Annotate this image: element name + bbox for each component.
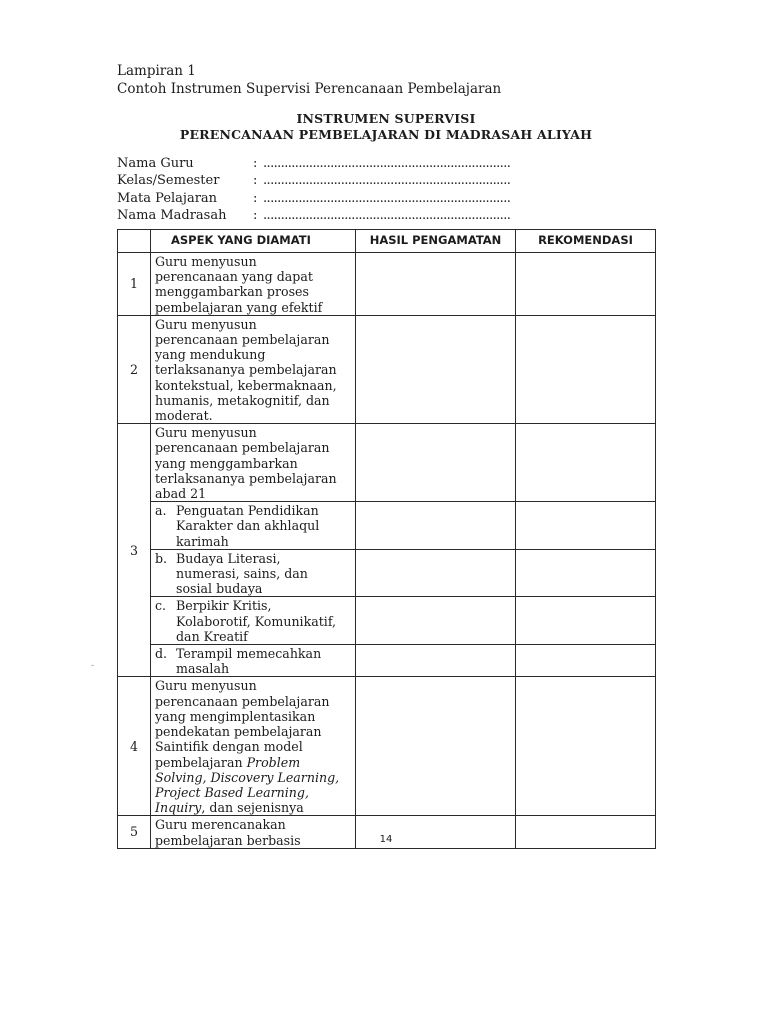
identity-row-nama-madrasah: [117, 207, 510, 224]
margin-mark: -: [91, 661, 95, 671]
table-row: [118, 424, 656, 502]
hasil-cell: [356, 253, 516, 316]
identity-blank: ......................................................................: [263, 156, 511, 172]
sub-aspect-cell: [151, 549, 356, 597]
rekomendasi-cell: [516, 597, 656, 645]
aspect-line: Saintifik dengan model: [155, 739, 303, 755]
attachment-label: Lampiran 1: [117, 63, 196, 79]
identity-row-nama-guru: [117, 155, 510, 172]
aspect-cell: [151, 253, 356, 316]
aspect-line: perencanaan yang dapat: [155, 269, 313, 285]
sub-text: [176, 646, 352, 676]
rekomendasi-cell: [516, 677, 656, 816]
sub-aspect: [155, 646, 352, 676]
aspect-line: pendekatan pembelajaran: [155, 724, 322, 740]
sub-aspect: [155, 598, 352, 644]
aspect-cell: [151, 315, 356, 423]
title-line-2: PERENCANAAN PEMBELAJARAN DI MADRASAH ALIYAH: [179, 127, 593, 142]
aspect-line: abad 21: [155, 486, 207, 502]
table-subrow: [118, 597, 656, 645]
identity-row-mata-pelajaran: [117, 190, 510, 207]
aspect-line: karimah: [176, 533, 229, 549]
hasil-cell: [356, 645, 516, 677]
rekomendasi-cell: [516, 645, 656, 677]
table-row: [118, 253, 656, 316]
aspect-line: sosial budaya: [176, 581, 263, 597]
title-line-1: INSTRUMEN SUPERVISI: [296, 111, 476, 126]
identity-label: Nama Guru: [117, 156, 194, 172]
aspect-line: terlaksananya pembelajaran: [155, 362, 337, 378]
identity-blank: ......................................................................: [263, 173, 511, 189]
sub-aspect-cell: [151, 502, 356, 550]
rekomendasi-cell: [516, 424, 656, 502]
aspect-line: Budaya Literasi,: [176, 550, 281, 566]
aspect-cell: [151, 677, 356, 816]
model-name: Problem: [246, 754, 301, 770]
table-row: [118, 315, 656, 423]
identity-label: Mata Pelajaran: [117, 190, 218, 206]
model-name: Inquiry: [155, 800, 202, 816]
row-number: 2: [118, 315, 151, 423]
aspect-line: Berpikir Kritis,: [176, 598, 272, 614]
aspect-cell: [151, 816, 356, 848]
sub-text: [176, 598, 352, 644]
aspect-text: , dan sejenisnya: [201, 800, 304, 816]
row-number: 5: [118, 816, 151, 848]
aspect-line: yang mendukung: [155, 347, 266, 363]
identity-blank: ......................................................................: [263, 190, 511, 206]
rekomendasi-cell: [516, 253, 656, 316]
sub-letter: b.: [155, 550, 168, 566]
attachment-description: Contoh Instrumen Supervisi Perencanaan Pembelajaran: [117, 81, 502, 97]
row-number: 3: [118, 424, 151, 677]
aspect-line: Terampil memecahkan: [176, 646, 322, 662]
hasil-cell: [356, 597, 516, 645]
document-title: [117, 111, 655, 143]
aspect-line: Guru merencanakan: [155, 817, 286, 833]
row-number: 4: [118, 677, 151, 816]
page-number: 14: [379, 834, 393, 845]
identity-fields: [117, 155, 510, 224]
identity-colon: :: [253, 208, 258, 224]
sub-aspect: [155, 551, 352, 597]
aspect-line: humanis, metakognitif, dan: [155, 392, 330, 408]
aspect-line: perencanaan pembelajaran: [155, 440, 330, 456]
aspect-line: pembelajaran berbasis: [155, 832, 301, 848]
aspect-line: terlaksananya pembelajaran: [155, 470, 337, 486]
identity-colon: :: [253, 156, 258, 172]
aspect-cell: [151, 424, 356, 502]
aspect-line: yang menggambarkan: [155, 455, 298, 471]
rekomendasi-cell: [516, 549, 656, 597]
sub-aspect-cell: [151, 597, 356, 645]
aspect-line: yang mengimplentasikan: [155, 708, 316, 724]
header-number-cell: [118, 230, 151, 253]
sub-text: [176, 551, 352, 597]
hasil-cell: [356, 424, 516, 502]
identity-colon: :: [253, 190, 258, 206]
sub-letter: d.: [155, 646, 168, 662]
identity-colon: :: [253, 173, 258, 189]
hasil-cell: [356, 549, 516, 597]
aspect-line: moderat.: [155, 408, 213, 424]
aspect-line: numerasi, sains, dan: [176, 566, 308, 582]
sub-aspect-cell: [151, 645, 356, 677]
aspect-line: perencanaan pembelajaran: [155, 332, 330, 348]
model-names: Solving, Discovery Learning,: [155, 769, 340, 785]
aspect-line: Karakter dan akhlaqul: [176, 518, 320, 534]
identity-blank: ......................................................................: [263, 208, 511, 224]
model-names: Project Based Learning,: [155, 784, 309, 800]
aspect-line: dan Kreatif: [176, 628, 248, 644]
supervision-table: [117, 229, 656, 849]
aspect-line: Guru menyusun: [155, 254, 257, 269]
aspect-line: kontekstual, kebermaknaan,: [155, 377, 337, 393]
table-subrow: [118, 645, 656, 677]
aspect-line: Kolaborotif, Komunikatif,: [176, 613, 337, 629]
aspect-line: Guru menyusun: [155, 678, 257, 694]
aspect-line: [155, 755, 352, 770]
sub-text: [176, 503, 352, 549]
rekomendasi-cell: [516, 502, 656, 550]
aspect-line: perencanaan pembelajaran: [155, 693, 330, 709]
aspect-line: [155, 800, 352, 815]
aspect-line: [155, 770, 352, 785]
aspect-line: menggambarkan proses: [155, 284, 309, 300]
table-row: [118, 677, 656, 816]
aspect-line: Guru menyusun: [155, 316, 257, 332]
hasil-cell: [356, 677, 516, 816]
aspect-line: Guru menyusun: [155, 425, 257, 441]
attachment-header: [117, 62, 501, 98]
identity-label: Nama Madrasah: [117, 208, 227, 224]
aspect-line: Penguatan Pendidikan: [176, 503, 319, 519]
identity-row-kelas-semester: [117, 172, 510, 189]
table-subrow: [118, 502, 656, 550]
sub-aspect: [155, 503, 352, 549]
identity-label: Kelas/Semester: [117, 173, 220, 189]
header-aspek: ASPEK YANG DIAMATI: [151, 230, 356, 253]
table-subrow: [118, 549, 656, 597]
table-header-row: [118, 230, 656, 253]
hasil-cell: [356, 315, 516, 423]
rekomendasi-cell: [516, 816, 656, 848]
header-hasil: HASIL PENGAMATAN: [356, 230, 516, 253]
sub-letter: c.: [155, 598, 167, 614]
hasil-cell: [356, 502, 516, 550]
row-number: 1: [118, 253, 151, 316]
aspect-line: [155, 785, 352, 800]
aspect-line: masalah: [176, 661, 230, 677]
header-rekomendasi: REKOMENDASI: [516, 230, 656, 253]
rekomendasi-cell: [516, 315, 656, 423]
aspect-text: pembelajaran: [155, 754, 247, 770]
aspect-line: pembelajaran yang efektif: [155, 299, 323, 315]
sub-letter: a.: [155, 503, 167, 519]
